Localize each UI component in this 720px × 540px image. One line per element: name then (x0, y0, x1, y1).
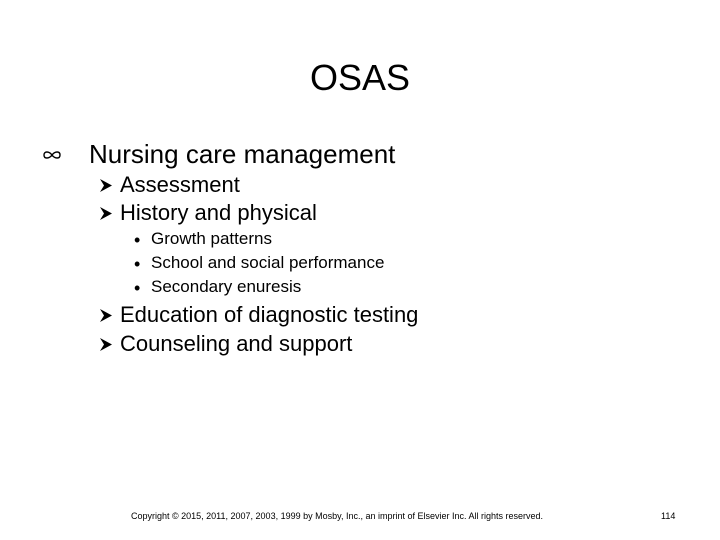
dot-bullet-icon: • (134, 254, 141, 274)
arrowhead-bullet-icon (100, 338, 112, 351)
footer-copyright: Copyright © 2015, 2011, 2007, 2003, 1999 by Mosby, Inc., an imprint of Elsevier Inc. All rights reserved. (131, 511, 544, 521)
slide-title (0, 56, 720, 100)
list-item-text: Education of diagnostic testing (120, 302, 419, 327)
slide-title-text: OSAS (309, 57, 411, 98)
list-item-text: Assessment (120, 172, 240, 197)
infinity-bullet-icon (42, 150, 62, 160)
main-bullet-text: Nursing care management (89, 139, 396, 169)
sub-list-item-text: Secondary enuresis (151, 277, 302, 296)
dot-bullet-icon: • (134, 278, 141, 298)
list-item-text: History and physical (120, 200, 317, 225)
page-number: 114 (661, 511, 676, 521)
list-item-text: Counseling and support (120, 331, 353, 356)
sub-list-item-text: School and social performance (151, 253, 385, 272)
dot-bullet-icon: • (134, 230, 141, 250)
arrowhead-bullet-icon (100, 207, 112, 220)
arrowhead-bullet-icon (100, 179, 112, 192)
arrowhead-bullet-icon (100, 309, 112, 322)
sub-list-item-text: Growth patterns (151, 229, 272, 248)
